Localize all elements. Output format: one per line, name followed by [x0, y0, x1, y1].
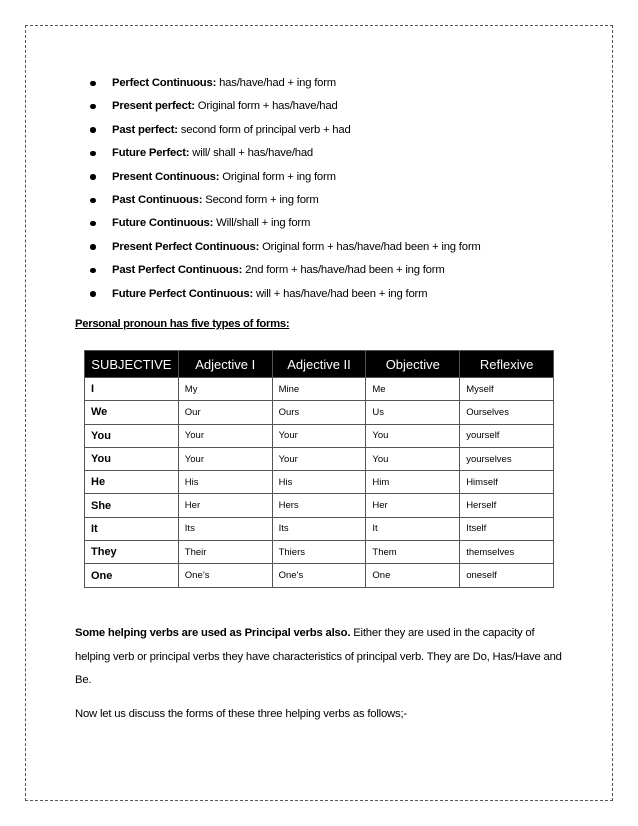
table-cell: You	[366, 424, 460, 447]
tense-desc: second form of principal verb + had	[177, 123, 351, 136]
column-header: SUBJECTIVE	[85, 351, 179, 378]
bullet-icon	[90, 174, 96, 180]
tense-item	[80, 259, 481, 282]
table-cell: Ours	[272, 401, 366, 424]
tense-item	[80, 119, 481, 142]
table-cell: It	[85, 517, 179, 540]
table-cell: oneself	[460, 564, 554, 587]
tense-item	[80, 212, 481, 235]
table-row	[85, 541, 554, 564]
table-row	[85, 447, 554, 470]
table-cell: Your	[178, 424, 272, 447]
tense-item	[80, 142, 481, 165]
tense-desc: will/ shall + has/have/had	[189, 147, 314, 160]
tense-term: Future Perfect:	[112, 147, 190, 160]
table-cell: Your	[272, 447, 366, 470]
table-cell: You	[85, 424, 179, 447]
discussion-paragraph: Now let us discuss the forms of these three helping verbs as follows;-	[75, 708, 407, 720]
table-row	[85, 378, 554, 401]
tense-item	[80, 166, 481, 189]
table-cell: themselves	[460, 541, 554, 564]
table-header-row	[85, 351, 554, 378]
tense-term: Perfect Continuous:	[112, 77, 217, 89]
bullet-icon	[90, 198, 96, 204]
bullet-icon	[90, 221, 96, 227]
table-row	[85, 424, 554, 447]
tense-desc: Original form + has/have/had	[194, 100, 338, 113]
column-header: Adjective I	[178, 351, 272, 378]
column-header: Objective	[366, 351, 460, 378]
table-cell: Her	[178, 494, 272, 517]
table-cell: yourselves	[460, 447, 554, 470]
table-cell: Himself	[460, 471, 554, 494]
table-cell: My	[178, 378, 272, 401]
table-row	[85, 401, 554, 424]
table-cell: Itself	[460, 517, 554, 540]
tense-desc: will + has/have/had been + ing form	[253, 287, 428, 300]
table-cell: Her	[366, 494, 460, 517]
table-cell: He	[85, 471, 179, 494]
table-cell: Hers	[272, 494, 366, 517]
tense-desc: Original form + has/have/had been + ing form	[259, 240, 481, 253]
table-cell: Him	[366, 471, 460, 494]
tense-desc: Will/shall + ing form	[213, 217, 311, 230]
table-cell: You	[366, 447, 460, 470]
tense-term: Future Continuous:	[112, 217, 214, 230]
table-cell: One	[366, 564, 460, 587]
table-cell: One’s	[178, 564, 272, 587]
table-cell: Your	[272, 424, 366, 447]
table-cell: Me	[366, 378, 460, 401]
bullet-icon	[90, 104, 96, 110]
section-heading: Personal pronoun has five types of forms:	[75, 318, 290, 330]
tense-desc: Original form + ing form	[219, 170, 336, 183]
table-cell: His	[272, 471, 366, 494]
bullet-icon	[90, 244, 96, 250]
paragraph-text: Either they are used in the capacity of helping verb or principal verbs they have characteristics of principal verb. They are Do, Has/Have and Be.	[75, 627, 562, 686]
table-cell: It	[366, 517, 460, 540]
table-cell: Your	[178, 447, 272, 470]
column-header: Adjective II	[272, 351, 366, 378]
tense-desc: has/have/had + ing form	[216, 77, 337, 89]
tense-item	[80, 72, 481, 95]
table-cell: Thiers	[272, 541, 366, 564]
tense-term: Past perfect:	[112, 123, 178, 136]
tense-item	[80, 283, 481, 306]
bullet-icon	[90, 151, 96, 157]
table-row	[85, 471, 554, 494]
table-cell: Ourselves	[460, 401, 554, 424]
table-cell: She	[85, 494, 179, 517]
tense-term: Future Perfect Continuous:	[112, 287, 254, 300]
table-cell: We	[85, 401, 179, 424]
table-cell: Its	[178, 517, 272, 540]
table-row	[85, 517, 554, 540]
column-header: Reflexive	[460, 351, 554, 378]
tense-list	[80, 72, 481, 306]
table-cell: His	[178, 471, 272, 494]
table-cell: Herself	[460, 494, 554, 517]
table-cell: Their	[178, 541, 272, 564]
tense-term: Present perfect:	[112, 100, 195, 113]
table-cell: Them	[366, 541, 460, 564]
bullet-icon	[90, 81, 96, 87]
tense-desc: 2nd form + has/have/had been + ing form	[242, 264, 445, 277]
tense-term: Past Perfect Continuous:	[112, 264, 243, 277]
bullet-icon	[90, 268, 96, 274]
table-row	[85, 494, 554, 517]
tense-item	[80, 236, 481, 259]
table-cell: Our	[178, 401, 272, 424]
table-cell: They	[85, 541, 179, 564]
table-cell: Its	[272, 517, 366, 540]
paragraph-bold-text: Some helping verbs are used as Principal verbs also.	[75, 627, 351, 639]
tense-term: Present Perfect Continuous:	[112, 240, 260, 253]
tense-item	[80, 95, 481, 118]
tense-desc: Second form + ing form	[202, 193, 319, 206]
tense-term: Past Continuous:	[112, 193, 203, 206]
table-cell: One’s	[272, 564, 366, 587]
bullet-icon	[90, 291, 96, 297]
table-cell: Us	[366, 401, 460, 424]
tense-term: Present Continuous:	[112, 170, 220, 183]
bullet-icon	[90, 127, 96, 133]
helping-verbs-paragraph	[75, 622, 565, 693]
tense-item	[80, 189, 481, 212]
table-cell: Mine	[272, 378, 366, 401]
table-cell: I	[85, 378, 179, 401]
pronoun-table	[84, 350, 554, 588]
table-cell: yourself	[460, 424, 554, 447]
table-row	[85, 564, 554, 587]
table-cell: One	[85, 564, 179, 587]
table-cell: You	[85, 447, 179, 470]
table-cell: Myself	[460, 378, 554, 401]
